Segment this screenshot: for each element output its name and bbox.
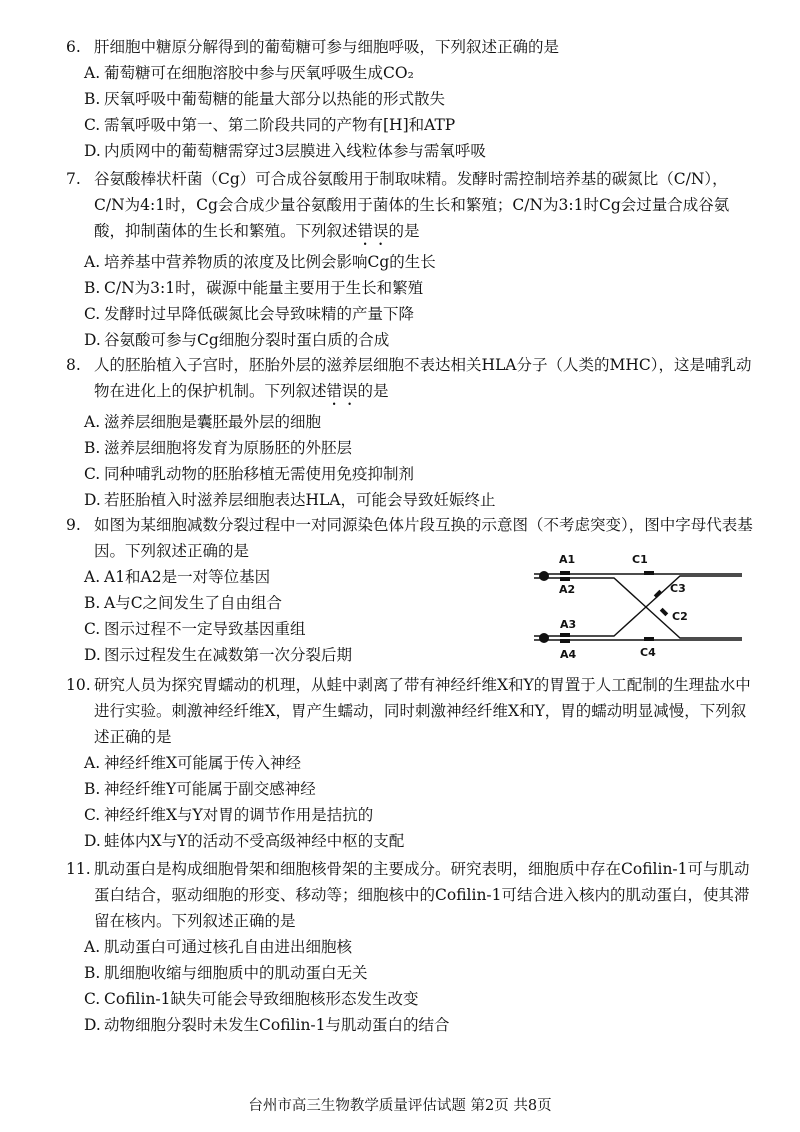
option-c: C. 神经纤维X与Y对胃的调节作用是拮抗的 bbox=[84, 806, 374, 824]
question-number: 9. bbox=[66, 516, 81, 534]
question-10 bbox=[66, 672, 756, 854]
option-d: D. 内质网中的葡萄糖需穿过3层膜进入线粒体参与需氧呼吸 bbox=[84, 142, 486, 160]
option-c: C. 需氧呼吸中第一、第二阶段共同的产物有[H]和ATP bbox=[84, 116, 456, 134]
option-b: B. 滋养层细胞将发育为原肠胚的外胚层 bbox=[84, 439, 353, 457]
option-d: D. 图示过程发生在减数第一次分裂后期 bbox=[84, 646, 353, 664]
gene-label: A1 bbox=[559, 553, 576, 566]
question-number: 8. bbox=[66, 356, 81, 374]
question-8: 8. 人的胚胎植入子宫时，胚胎外层的滋养层细胞不表达相关HLA分子（人类的MHC），这是哺乳动物在进化上的保护机制。下列叙述错误的是 A. 滋养层细胞是囊胚最外层的细胞 B. 滋养层细胞将发育为原肠胚的外胚层 C. 同种哺乳动物的胚胎移植无需使用免疫抑制剂 D. 若胚胎植入时滋养层细胞表达HLA，可能会导致妊娠终止 bbox=[66, 352, 756, 513]
gene-label: A4 bbox=[560, 648, 577, 661]
emphasis-text: 错误 bbox=[326, 382, 358, 400]
option-b: B. A与C之间发生了自由组合 bbox=[84, 594, 283, 612]
emphasis-text: 错误 bbox=[357, 222, 389, 240]
page-footer: 台州市高三生物教学质量评估试题 第2页 共8页 bbox=[248, 1098, 552, 1114]
gene-band bbox=[560, 577, 570, 581]
question-stem: 肌动蛋白是构成细胞骨架和细胞核骨架的主要成分。研究表明，细胞质中存在Cofilin-1可与肌动蛋白结合，驱动细胞的形变、移动等；细胞核中的Cofilin-1可结合进入核内的肌动蛋白，使其滞留在核内。下列叙述正确的是 bbox=[94, 860, 750, 930]
option-d: D. 谷氨酸可参与Cg细胞分裂时蛋白质的合成 bbox=[84, 331, 390, 349]
option-a: A. 培养基中营养物质的浓度及比例会影响Cg的生长 bbox=[84, 253, 436, 271]
question-number: 6. bbox=[66, 38, 81, 56]
gene-label: A3 bbox=[560, 618, 577, 631]
option-a: A. 神经纤维X可能属于传入神经 bbox=[84, 754, 302, 772]
option-b: B. 神经纤维Y可能属于副交感神经 bbox=[84, 780, 316, 798]
option-b: B. 肌细胞收缩与细胞质中的肌动蛋白无关 bbox=[84, 964, 368, 982]
option-d: D. 若胚胎植入时滋养层细胞表达HLA，可能会导致妊娠终止 bbox=[84, 491, 496, 509]
question-stem: 肝细胞中糖原分解得到的葡萄糖可参与细胞呼吸，下列叙述正确的是 bbox=[94, 38, 560, 56]
question-11 bbox=[66, 856, 756, 1038]
centromere bbox=[539, 571, 549, 581]
option-a: A. A1和A2是一对等位基因 bbox=[84, 568, 271, 586]
option-c: C. 图示过程不一定导致基因重组 bbox=[84, 620, 306, 638]
option-a: A. 葡萄糖可在细胞溶胶中参与厌氧呼吸生成CO₂ bbox=[84, 64, 414, 82]
gene-band bbox=[644, 571, 654, 575]
question-stem: 如图为某细胞减数分裂过程中一对同源染色体片段互换的示意图（不考虑突变），图中字母代表基因。下列叙述正确的是 bbox=[94, 516, 753, 560]
gene-label: A2 bbox=[559, 583, 576, 596]
option-a: A. 肌动蛋白可通过核孔自由进出细胞核 bbox=[84, 938, 353, 956]
gene-label: C3 bbox=[670, 582, 686, 595]
chromosome-crossover-diagram bbox=[530, 548, 750, 666]
centromere bbox=[539, 633, 549, 643]
question-7: 7. 谷氨酸棒状杆菌（Cg）可合成谷氨酸用于制取味精。发酵时需控制培养基的碳氮比（C/N），C/N为4:1时，Cg会合成少量谷氨酸用于菌体的生长和繁殖；C/N为3:1时Cg会过量合成谷氨酸，抑制菌体的生长和繁殖。下列叙述错误的是 A. 培养基中营养物质的浓度及比例会影响Cg的生长 B. C/N为3:1时，碳源中能量主要用于生长和繁殖 C. 发酵时过早降低碳氮比会导致味精的产量下降 D. 谷氨酸可参与Cg细胞分裂时蛋白质的合成 bbox=[66, 166, 756, 353]
question-stem: 研究人员为探究胃蠕动的机理，从蛙中剥离了带有神经纤维X和Y的胃置于人工配制的生理盐水中进行实验。刺激神经纤维X，胃产生蠕动，同时刺激神经纤维X和Y，胃的蠕动明显减慢，下列叙述正确的是 bbox=[94, 676, 751, 746]
option-b: B. 厌氧呼吸中葡萄糖的能量大部分以热能的形式散失 bbox=[84, 90, 446, 108]
gene-label: C4 bbox=[640, 646, 656, 659]
option-a: A. 滋养层细胞是囊胚最外层的细胞 bbox=[84, 413, 322, 431]
gene-label: C1 bbox=[632, 553, 648, 566]
question-number: 10. bbox=[66, 676, 91, 694]
option-b: B. C/N为3:1时，碳源中能量主要用于生长和繁殖 bbox=[84, 279, 424, 297]
question-6 bbox=[66, 34, 756, 164]
option-c: C. 同种哺乳动物的胚胎移植无需使用免疫抑制剂 bbox=[84, 465, 415, 483]
gene-band bbox=[560, 633, 570, 637]
question-number: 7. bbox=[66, 170, 81, 188]
gene-band bbox=[560, 571, 570, 575]
option-c: C. Cofilin-1缺失可能会导致细胞核形态发生改变 bbox=[84, 990, 419, 1008]
gene-band bbox=[660, 608, 668, 616]
option-c: C. 发酵时过早降低碳氮比会导致味精的产量下降 bbox=[84, 305, 415, 323]
option-d: D. 动物细胞分裂时未发生Cofilin-1与肌动蛋白的结合 bbox=[84, 1016, 450, 1034]
gene-band bbox=[560, 639, 570, 643]
gene-label: C2 bbox=[672, 610, 688, 623]
gene-band bbox=[644, 637, 654, 641]
option-d: D. 蛙体内X与Y的活动不受高级神经中枢的支配 bbox=[84, 832, 405, 850]
question-number: 11. bbox=[66, 860, 91, 878]
